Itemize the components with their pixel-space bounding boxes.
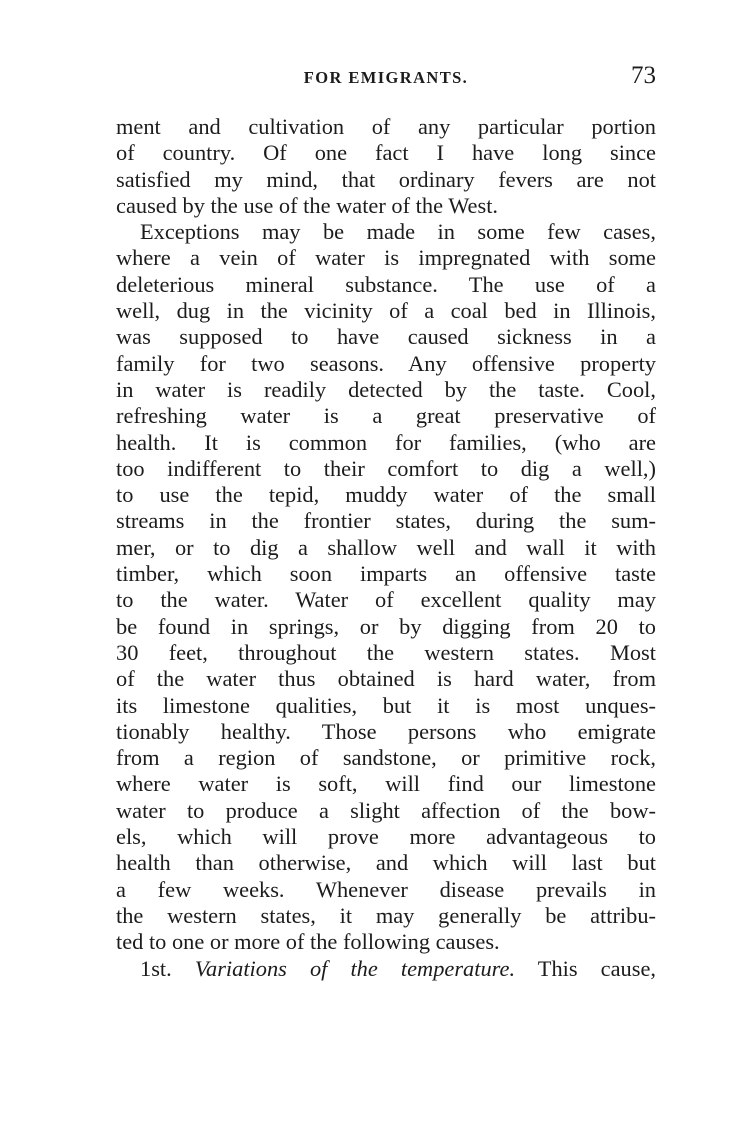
text-line: 30 feet, throughout the western states. Most <box>116 639 656 665</box>
text-line: in water is readily detected by the taste. Cool, <box>116 376 656 402</box>
text-line: streams in the frontier states, during the sum- <box>116 508 656 534</box>
text-line-section-heading <box>116 956 656 982</box>
text-line: Exceptions may be made in some few cases, <box>140 219 656 245</box>
text-line: satisfied my mind, that ordinary fevers are not <box>116 166 656 192</box>
text-line: be found in springs, or by digging from 20 to <box>116 613 656 639</box>
text-line: the western states, it may generally be attribu- <box>116 902 656 928</box>
running-head <box>116 62 656 96</box>
text-line: too indifferent to their comfort to dig a well,) <box>116 455 656 481</box>
running-title: FOR EMIGRANTS. <box>303 68 469 87</box>
text-line: where water is soft, will find our limestone <box>116 771 656 797</box>
text-line: tionably healthy. Those persons who emigrate <box>116 718 656 744</box>
section-text: This cause, <box>537 955 656 981</box>
text-line: deleterious mineral substance. The use of a <box>116 271 656 297</box>
text-line: water to produce a slight affection of the bow- <box>116 797 656 823</box>
section-title: Variations of the temperature. <box>194 955 516 981</box>
text-line: of the water thus obtained is hard water, from <box>116 666 656 692</box>
text-line: a few weeks. Whenever disease prevails in <box>116 876 656 902</box>
text-line: to use the tepid, muddy water of the small <box>116 482 656 508</box>
body-text <box>116 114 656 982</box>
page-number: 73 <box>631 62 656 89</box>
text-line: of country. Of one fact I have long since <box>116 140 656 166</box>
text-line: mer, or to dig a shallow well and wall it with <box>116 534 656 560</box>
text-line: family for two seasons. Any offensive property <box>116 350 656 376</box>
text-line: from a region of sandstone, or primitive rock, <box>116 745 656 771</box>
text-line: timber, which soon imparts an offensive taste <box>116 561 656 587</box>
text-line: els, which will prove more advantageous to <box>116 824 656 850</box>
text-line: its limestone qualities, but it is most unques- <box>116 692 656 718</box>
text-line: where a vein of water is impregnated with some <box>116 245 656 271</box>
text-line: well, dug in the vicinity of a coal bed in Illinois, <box>116 298 656 324</box>
text-line: refreshing water is a great preservative of <box>116 403 656 429</box>
section-number: 1st. <box>140 955 172 981</box>
text-line: ment and cultivation of any particular portion <box>116 114 656 139</box>
text-line: health. It is common for families, (who are <box>116 429 656 455</box>
text-line: ted to one or more of the following causes. <box>116 929 500 955</box>
text-line: to the water. Water of excellent quality may <box>116 587 656 613</box>
text-line: caused by the use of the water of the West. <box>116 192 499 218</box>
text-line: was supposed to have caused sickness in a <box>116 324 656 350</box>
text-line: health than otherwise, and which will last but <box>116 850 656 876</box>
